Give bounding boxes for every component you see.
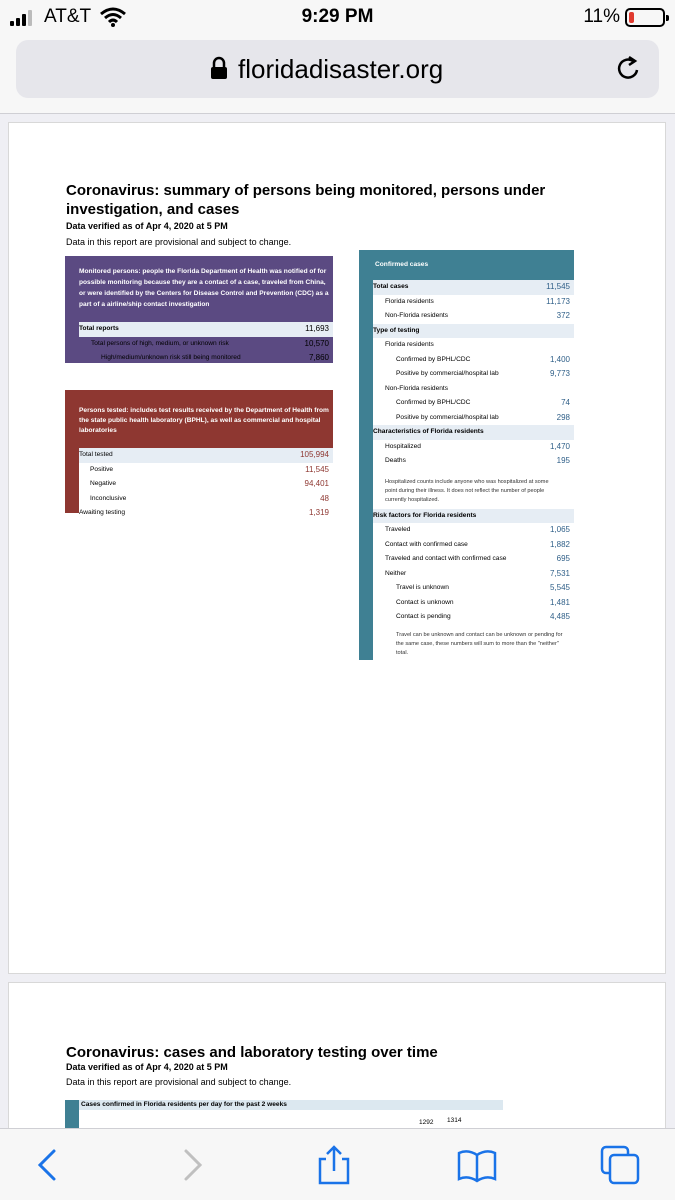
table-row: Travel is unknown 5,545 xyxy=(396,583,570,592)
table-row: Non-Florida residents xyxy=(385,384,449,392)
data-label: 1292 xyxy=(419,1119,434,1126)
table-row: Hospitalized 1,470 xyxy=(385,441,570,451)
provisional-note: Data in this report are provisional and subject to change. xyxy=(66,237,292,247)
clock: 9:29 PM xyxy=(301,6,374,27)
table-row: Characteristics of Florida residents xyxy=(373,425,574,440)
report-page-over-time xyxy=(8,982,666,1132)
book-icon[interactable] xyxy=(455,1143,499,1187)
provisional-note: Data in this report are provisional and subject to change. xyxy=(66,1077,292,1087)
table-row: Positive by commercial/hospital lab 9,773 xyxy=(396,369,570,378)
share-icon[interactable] xyxy=(312,1143,356,1187)
page-title: Coronavirus: cases and laboratory testing over time xyxy=(66,1044,438,1061)
table-row: Total tested 105,994 xyxy=(79,448,333,463)
table-row: Awaiting testing 1,319 xyxy=(79,508,329,517)
verified-date: Data verified as of Apr 4, 2020 at 5 PM xyxy=(66,1062,228,1072)
page-title: Coronavirus: summary of persons being monitored, persons under investigation, and cases xyxy=(66,182,546,218)
data-label: 1314 xyxy=(447,1117,462,1124)
carrier-label: AT&T xyxy=(44,6,92,27)
address-bar-container xyxy=(0,36,675,114)
forward-icon[interactable] xyxy=(170,1143,214,1187)
table-row: Non-Florida residents 372 xyxy=(385,311,570,320)
table-row: Total persons of high, medium, or unknown risk 10,570 xyxy=(91,338,329,348)
lock-icon xyxy=(209,56,229,80)
tested-table xyxy=(79,448,333,521)
table-row: Contact with confirmed case 1,882 xyxy=(385,539,570,549)
table-row: Total cases 11,545 xyxy=(373,280,574,295)
table-row: Traveled 1,065 xyxy=(385,525,570,534)
table-row: Positive by commercial/hospital lab 298 xyxy=(396,412,570,422)
table-row: Deaths 195 xyxy=(385,456,570,465)
tabs-icon[interactable] xyxy=(598,1143,642,1187)
status-bar xyxy=(0,0,675,36)
table-row: High/medium/unknown risk still being monitored 7,860 xyxy=(101,353,329,362)
table-row: Total reports 11,693 xyxy=(79,322,333,337)
address-bar[interactable] xyxy=(16,40,659,98)
url-text[interactable]: floridadisaster.org xyxy=(238,54,444,84)
table-row: Type of testing xyxy=(373,324,574,339)
tested-panel xyxy=(65,390,333,448)
browser-toolbar xyxy=(0,1128,675,1200)
chart-header: Cases confirmed in Florida residents per day for the past 2 weeks xyxy=(81,1101,287,1108)
confirmed-table xyxy=(373,280,574,658)
report-page-summary xyxy=(8,122,666,974)
table-row: Risk factors for Florida residents xyxy=(373,509,574,524)
reload-icon[interactable] xyxy=(613,54,643,84)
table-row: Contact is pending 4,485 xyxy=(396,612,570,621)
verified-date: Data verified as of Apr 4, 2020 at 5 PM xyxy=(66,221,228,231)
monitored-table xyxy=(79,322,333,366)
chart-header-bar xyxy=(65,1100,503,1110)
table-row: Florida residents 11,173 xyxy=(385,296,570,306)
battery-icon xyxy=(625,8,665,27)
table-row: Inconclusive 48 xyxy=(90,493,329,503)
table-row: Positive 11,545 xyxy=(90,464,329,474)
table-row: Negative 94,401 xyxy=(90,479,329,488)
tested-header: Persons tested: includes test results received by the Department of Health from the state public health laboratory (BPHL), as well as commercial and hospital laboratories xyxy=(79,407,329,434)
table-row: Neither 7,531 xyxy=(385,568,570,578)
table-row: Contact is unknown 1,481 xyxy=(396,597,570,607)
table-row: Confirmed by BPHL/CDC 1,400 xyxy=(396,354,570,364)
table-row: Traveled and contact with confirmed case 695 xyxy=(385,554,570,563)
risk-note: Travel can be unknown and contact can be unknown or pending for the same case, these numbers will sum to more than the "neither" total. xyxy=(396,631,563,656)
confirmed-header: Confirmed cases xyxy=(375,261,429,268)
hospital-note: Hospitalized counts include anyone who was hospitalized at some point during their illness. It does not reflect the number of people currently hospitalized. xyxy=(385,478,549,503)
monitored-header: Monitored persons: people the Florida Department of Health was notified of for possible monitoring because they are a contact of a case, traveled from China, or were identified by the Centers for Disease Control and Prevention (CDC) as a part of a airline/ship contact investigation xyxy=(79,268,329,308)
battery-percent: 11% xyxy=(583,6,620,27)
table-row: Confirmed by BPHL/CDC 74 xyxy=(396,398,570,407)
table-row: Florida residents xyxy=(385,341,434,348)
back-icon[interactable] xyxy=(26,1143,70,1187)
